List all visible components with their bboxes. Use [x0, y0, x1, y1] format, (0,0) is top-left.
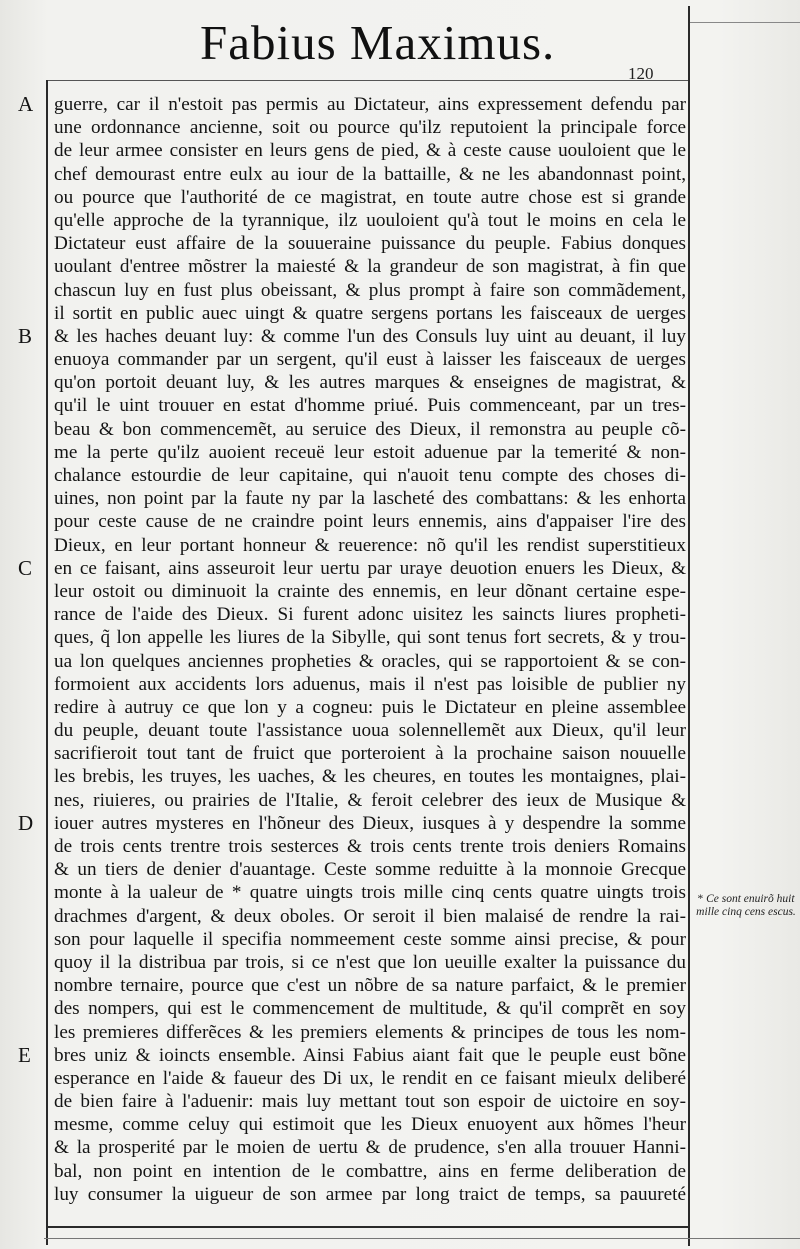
note-text: Ce sont enuirõ huit mille cinq cens escus. — [696, 893, 796, 918]
text-frame-left-rule — [46, 80, 48, 1245]
text-line: les brebis, les truyes, les uaches, & les cheures, en toutes les montaignes, plai- — [54, 766, 686, 788]
text-line: guerre, car il n'estoit pas permis au Dictateur, ains expressement defendu par — [54, 94, 686, 115]
text-line: son pour laquelle il specifia nommeement ceste somme ainsi precise, & pour — [54, 928, 686, 950]
text-line: qu'elle approche de la tyrannique, ilz uouloient qu'à tout le moins en cela le — [54, 209, 686, 231]
text-line: nombre ternaire, pource que c'est un nõbre de sa nature parfaict, & le premier — [54, 975, 686, 997]
text-line: rance de l'aide des Dieux. Si furent adonc uisitez les saincts liures propheti- — [54, 604, 686, 626]
text-line: uines, non point par la faute ny par la lascheté des combattans: & les enhorta — [54, 488, 686, 510]
folio-number: 120 — [628, 64, 654, 83]
text-line: leur ostoit ou diminuoit la crainte des ennemis, en leur dõnant certaine espe- — [54, 580, 686, 602]
top-rule-right — [690, 22, 800, 23]
margin-note — [696, 893, 796, 919]
margin-letter-c: C — [18, 556, 33, 580]
text-line: enuoya commander par un sergent, qu'il eust à laisser les faisceaux de uerges — [54, 349, 686, 371]
text-line: monte à la ualeur de * quatre uingts trois mille cinq cents quatre uingts trois — [54, 882, 686, 904]
text-line: bal, non point en intention de le combattre, ains en ferme deliberation de — [54, 1160, 686, 1182]
text-line: ques, q̃ lon appelle les liures de la Sibylle, qui sont tenus fort secrets, & y trou- — [54, 627, 686, 649]
text-line: iouer autres mysteres en l'hõneur des Dieux, iusques à y despendre la somme — [54, 812, 686, 834]
text-line: & les haches deuant luy: & comme l'un des Consuls luy uint au deuant, il luy — [54, 325, 686, 347]
text-line: en ce faisant, ains asseuroit leur uertu par uraye deuotion enuers les Dieux, & — [54, 557, 686, 579]
text-frame-right-rule — [688, 6, 690, 1246]
text-line: chef demourast entre eulx au iour de la battaille, & ne les abandonnast point, — [54, 163, 686, 185]
text-line: ou pource que l'authorité de ce magistrat, en toute autre chose est si grande — [54, 186, 686, 208]
text-frame-bottom-rule — [46, 1226, 690, 1228]
text-line: les premieres differẽces & les premiers elements & principes de tous les nom- — [54, 1021, 686, 1043]
text-line: de bien faire à l'aduenir: mais luy mettant tout son espoir de uictoire en soy- — [54, 1091, 686, 1113]
text-line: il sortit en public auec uingt & quatre sergens portans les faisceaux de uerges — [54, 302, 686, 324]
text-line: drachmes d'argent, & deux oboles. Or seroit il bien malaisé de rendre la rai- — [54, 905, 686, 927]
running-head: Fabius Maximus. — [200, 15, 556, 70]
text-line: esperance en l'aide & faueur des Di ux, le rendit en ce faisant mieulx deliberé — [54, 1067, 686, 1089]
text-line: mesme, comme celuy qui estimoit que les Dieux enuoyent aux hõmes l'heur — [54, 1114, 686, 1136]
margin-letter-e: E — [18, 1043, 31, 1068]
text-line: & la prosperité par le moien de uertu & de prudence, s'en alla trouuer Hanni- — [54, 1137, 686, 1159]
text-frame-top-rule — [46, 80, 690, 81]
margin-letter-d: D — [18, 811, 34, 836]
text-line: qu'il le uint trouuer en estat d'homme priué. Puis commenceant, par un tres- — [54, 395, 686, 417]
text-line: & un tiers de denier d'auantage. Ceste somme reduitte à la monnoie Grecque — [54, 859, 686, 881]
note-mark: * — [697, 893, 704, 905]
text-line: redire à autruy ce que lon y a cogneu: puis le Dictateur en pleine assemblee — [54, 696, 686, 718]
text-line: formoient aux accidents lors aduenus, mais il n'est pas loisible de publier ny — [54, 673, 686, 695]
text-line: pour ceste cause de ne craindre point leurs ennemis, ains d'appaiser l'ire des — [54, 511, 686, 533]
text-line: du peuple, deuant toute l'assistance uoua solennellemẽt aux Dieux, qu'il leur — [54, 720, 686, 742]
text-line: de trois cents trentre trois sesterces & trois cents trente trois deniers Romains — [54, 836, 686, 857]
text-line: une ordonnance ancienne, soit ou pource qu'ilz reputoient la principale force — [54, 117, 686, 139]
text-line: beau & bon commencemẽt, au seruice des Dieux, il remonstra au peuple cõ- — [54, 418, 686, 440]
text-line: me la perte qu'ilz auoient receuë leur estoit aduenue par la temerité & non- — [54, 441, 686, 463]
text-line: chalance estourdie de leur capitaine, qui n'auoit tenu compte des choses di- — [54, 465, 686, 486]
page-edge-rule — [44, 1238, 800, 1239]
text-line: Dictateur eust affaire de la souueraine puissance du peuple. Fabius donques — [54, 233, 686, 255]
body-text — [54, 93, 686, 1206]
text-line: sacrifieroit tout tant de fruict que porteroient à la prochaine saison nouuelle — [54, 743, 686, 765]
text-line: de leur armee consister en leurs gens de pied, & à ceste cause uouloient que le — [54, 140, 686, 162]
text-line: des nompers, qui est le commencement de multitude, & qu'il comprẽt en soy — [54, 998, 686, 1020]
text-line: ua lon quelques anciennes propheties & oracles, qui se rapportoient & se con- — [54, 650, 686, 672]
text-line: nes, riuieres, ou prairies de l'Italie, & feroit celebrer des ieux de Musique & — [54, 789, 686, 811]
text-line: chascun luy en fust plus obeissant, & plus prompt à faire son commãdement, — [54, 279, 686, 301]
text-line: qu'on portoit deuant luy, & les autres marques & enseignes de magistrat, & — [54, 372, 686, 394]
text-line: quoy il la distribua par trois, si ce n'est que lon ueuille exalter la puissance du — [54, 951, 686, 973]
text-line: uoulant d'entree mõstrer la maiesté & la grandeur de son magistrat, à fin que — [54, 256, 686, 278]
text-line: Dieux, en leur portant honneur & reuerence: nõ qu'il les rendist superstitieux — [54, 534, 686, 556]
text-line: bres uniz & ioincts ensemble. Ainsi Fabius aiant fait que le peuple eust bõne — [54, 1044, 686, 1066]
margin-letter-b: B — [18, 324, 33, 348]
text-line: luy consumer la uigueur de son armee par long traict de temps, sa pauureté — [54, 1183, 686, 1205]
margin-letter-a: A — [18, 92, 34, 116]
